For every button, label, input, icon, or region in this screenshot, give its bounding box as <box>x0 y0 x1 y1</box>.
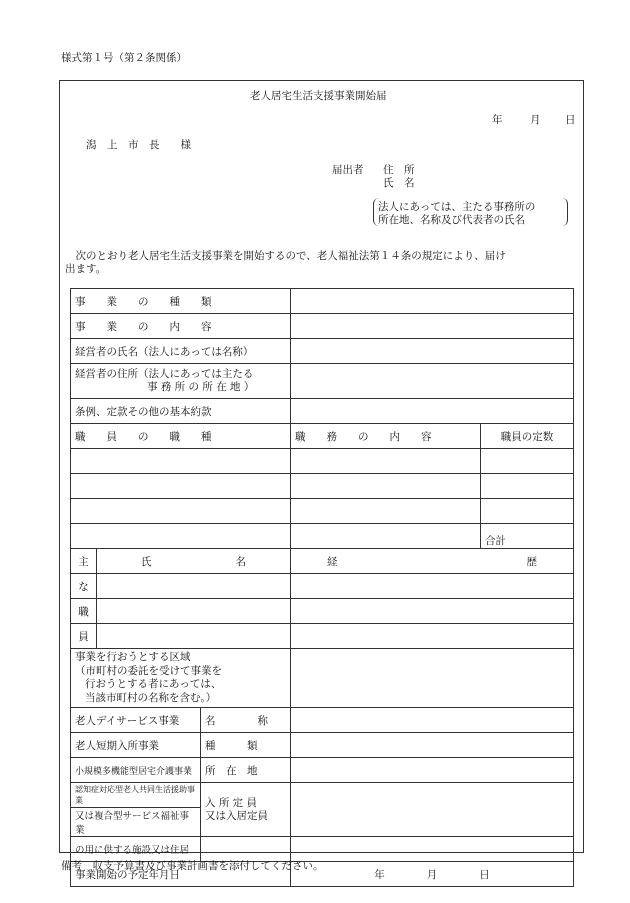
duties-cell[interactable] <box>291 499 481 524</box>
form-number: 様式第１号（第２条関係） <box>61 52 187 64</box>
facility-capacity-line-1: 入 所 定 員 <box>205 796 258 809</box>
total-label: 合計 <box>485 535 506 547</box>
notification-table <box>70 288 574 887</box>
facility-line-3: 小規模多機能型居宅介護事業 <box>71 758 201 783</box>
statement-line-2: 出ます。 <box>65 263 107 275</box>
main-staff-char-3: 職 <box>71 599 97 624</box>
staff-count-cell[interactable] <box>481 449 574 474</box>
submitter-address: 住 所 <box>383 164 415 176</box>
facility-location-value[interactable] <box>291 758 574 783</box>
addressee: 潟 上 市 長 様 <box>86 139 191 151</box>
facility-line-1: 老人デイサービス事業 <box>71 708 201 733</box>
start-date-value[interactable]: 年 月 日 <box>291 862 574 887</box>
staff-name-cell[interactable] <box>97 574 291 599</box>
staff-name-cell[interactable] <box>97 624 291 649</box>
operator-address-value[interactable] <box>291 364 574 399</box>
operator-address-line-1: 経営者の住所（法人にあっては主たる <box>75 368 254 380</box>
row-start-date: 事業開始の予定年月日 <box>71 862 291 887</box>
business-content-value[interactable] <box>291 314 574 339</box>
bylaws-value[interactable] <box>291 399 574 424</box>
staff-career-cell[interactable] <box>291 574 574 599</box>
facility-capacity-value[interactable] <box>291 783 574 837</box>
staff-name-cell[interactable] <box>97 599 291 624</box>
facility-line-6: の用に供する施設又は住居 <box>71 837 201 862</box>
header-duties: 職 務 の 内 容 <box>291 424 481 449</box>
staff-count-cell[interactable] <box>481 499 574 524</box>
duties-cell[interactable] <box>291 524 481 549</box>
staff-position-cell[interactable] <box>71 524 291 549</box>
area-value[interactable] <box>291 649 574 708</box>
row-business-content: 事 業 の 内 容 <box>71 314 291 339</box>
area-line-1: 事業を行おうとする区域 <box>75 651 191 663</box>
facility-line-5: 又は複合型サービス福祉事業 <box>71 808 201 837</box>
operator-address-line-2: 事 務 所 の 所 在 地 ） <box>147 381 255 393</box>
date-month: 月 <box>530 114 541 126</box>
row-operator-address <box>71 364 291 399</box>
staff-count-cell[interactable] <box>481 474 574 499</box>
main-staff-char-1: 主 <box>71 549 97 574</box>
submitter-name: 氏 名 <box>383 177 415 189</box>
facility-name-label: 名 称 <box>201 708 291 733</box>
row-bylaws: 条例、定款その他の基本約款 <box>71 399 291 424</box>
submitter-note-1: 法人にあっては、主たる事務所の <box>378 201 536 213</box>
date-year: 年 <box>492 114 503 126</box>
duties-cell[interactable] <box>291 474 481 499</box>
facility-type-value[interactable] <box>291 733 574 758</box>
area-line-3: 行おうとする者にあっては、 <box>85 678 222 690</box>
staff-position-cell[interactable] <box>71 449 291 474</box>
main-staff-char-2: な <box>71 574 97 599</box>
header-career: 経 歴 <box>291 549 574 574</box>
remarks: 備考 収支予算書及び事業計画書を添付してください。 <box>61 860 324 872</box>
area-line-4: 当該市町村の名称を含む。） <box>85 691 217 704</box>
area-line-2: （市町村の委託を受けて事業を <box>75 664 222 677</box>
header-staff-position: 職 員 の 職 種 <box>71 424 291 449</box>
facility-capacity-label <box>201 783 291 837</box>
row-business-type: 事 業 の 種 類 <box>71 289 291 314</box>
duties-cell[interactable] <box>291 449 481 474</box>
submitter-note-2: 所在地、名称及び代表者の氏名 <box>378 214 525 226</box>
total-cell[interactable] <box>481 524 574 549</box>
facility-capacity-spacer <box>291 837 574 862</box>
facility-type-label: 種 類 <box>201 733 291 758</box>
main-staff-char-4: 員 <box>71 624 97 649</box>
staff-career-cell[interactable] <box>291 624 574 649</box>
facility-capacity-line-2: 又は入居定員 <box>205 809 268 822</box>
operator-name-value[interactable] <box>291 339 574 364</box>
page-title: 老人居宅生活支援事業開始届 <box>250 90 387 102</box>
facility-name-value[interactable] <box>291 708 574 733</box>
facility-location-label: 所 在 地 <box>201 758 291 783</box>
facility-line-4: 認知症対応型老人共同生活援助事業 <box>71 783 201 808</box>
submitter-label: 届出者 <box>332 164 364 176</box>
facility-line-2: 老人短期入所事業 <box>71 733 201 758</box>
row-area <box>71 649 291 708</box>
business-type-value[interactable] <box>291 289 574 314</box>
header-staff-count: 職員の定数 <box>481 424 574 449</box>
row-operator-name: 経営者の氏名（法人にあっては名称） <box>71 339 291 364</box>
date-day: 日 <box>565 114 576 126</box>
header-name: 氏 名 <box>97 549 291 574</box>
statement-line-1: 次のとおり老人居宅生活支援事業を開始するので、老人福祉法第１４条の規定により、届け <box>65 250 506 262</box>
staff-career-cell[interactable] <box>291 599 574 624</box>
staff-position-cell[interactable] <box>71 474 291 499</box>
staff-position-cell[interactable] <box>71 499 291 524</box>
